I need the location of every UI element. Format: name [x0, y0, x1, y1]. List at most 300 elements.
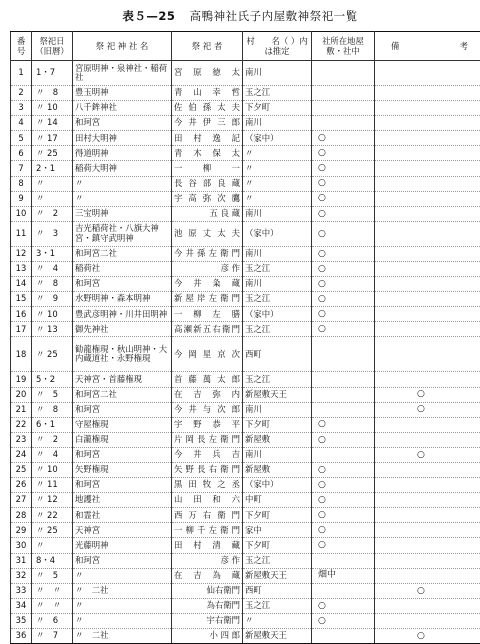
cell-date: 〃 8 — [32, 402, 73, 417]
cell-date: 〃 13 — [32, 322, 73, 337]
table-row — [11, 598, 480, 613]
cell-note — [375, 402, 480, 417]
cell-person: 田 村 逸 記 — [172, 131, 243, 146]
cell-location — [312, 478, 375, 493]
cell-location — [312, 387, 375, 402]
cell-no: 8 — [11, 176, 32, 191]
cell-no: 19 — [11, 372, 32, 387]
cell-shrine: 和珂宮 — [73, 478, 172, 493]
cell-person: 高瀬新五右衛門 — [172, 322, 243, 337]
cell-date: 〃 2 — [32, 206, 73, 221]
location-mark: ○ — [318, 465, 326, 475]
cell-village: 玉之江 — [243, 598, 312, 613]
table-row — [11, 292, 480, 307]
cell-no: 5 — [11, 131, 32, 146]
table-row — [11, 447, 480, 462]
cell-date: 〃 25 — [32, 146, 73, 161]
cell-person: 一 柳 一 — [172, 161, 243, 176]
cell-person: 在 吉 為 蔵 — [172, 568, 243, 583]
cell-person: 矢野長右衛門 — [172, 462, 243, 477]
cell-note — [375, 307, 480, 322]
cell-village: 玉之江 — [243, 86, 312, 101]
cell-village: 新屋敷天王 — [243, 568, 312, 583]
cell-shrine: 勧龍権現・秋山明神・大内蔵道社・永野権現 — [73, 337, 172, 372]
cell-shrine: 地護社 — [73, 493, 172, 508]
table-row — [11, 146, 480, 161]
cell-no: 23 — [11, 432, 32, 447]
cell-location — [312, 402, 375, 417]
cell-note — [375, 116, 480, 131]
cell-no: 21 — [11, 402, 32, 417]
cell-date: 〃 7 — [32, 629, 73, 644]
cell-no: 24 — [11, 447, 32, 462]
table-row — [11, 191, 480, 206]
cell-location — [312, 523, 375, 538]
cell-note — [375, 101, 480, 116]
header-note-right: 考 — [460, 41, 468, 51]
cell-no: 28 — [11, 508, 32, 523]
cell-person: 為右衛門 — [172, 598, 243, 613]
cell-no: 25 — [11, 462, 32, 477]
cell-date: 2・1 — [32, 161, 73, 176]
cell-location — [312, 101, 375, 116]
cell-shrine: 和珂宮二社 — [73, 387, 172, 402]
header-date: 祭祀日（旧暦） — [32, 32, 73, 61]
cell-shrine: 豊武彦明神・川井田明神 — [73, 307, 172, 322]
cell-date: 〃 〃 — [32, 598, 73, 613]
cell-no: 6 — [11, 146, 32, 161]
cell-no: 20 — [11, 387, 32, 402]
table-row — [11, 629, 480, 644]
table-row — [11, 523, 480, 538]
cell-date: 〃 9 — [32, 292, 73, 307]
cell-shrine: 〃 — [73, 176, 172, 191]
cell-village: 〃 — [243, 161, 312, 176]
cell-village: （家中） — [243, 478, 312, 493]
cell-note — [375, 387, 480, 402]
cell-location — [312, 538, 375, 553]
cell-person: 今井孫左衛門 — [172, 246, 243, 261]
cell-village: 南川 — [243, 61, 312, 86]
cell-village: 南川 — [243, 277, 312, 292]
cell-location — [312, 86, 375, 101]
cell-shrine: 白瀧権現 — [73, 432, 172, 447]
cell-shrine: 〃 二社 — [73, 629, 172, 644]
cell-location — [312, 322, 375, 337]
cell-date: 〃 4 — [32, 261, 73, 276]
cell-date: 1・7 — [32, 61, 73, 86]
cell-location — [312, 176, 375, 191]
cell-location — [312, 372, 375, 387]
cell-person: 青 木 保 太 — [172, 146, 243, 161]
cell-location — [312, 161, 375, 176]
cell-village: 家中 — [243, 523, 312, 538]
cell-village: （家中） — [243, 221, 312, 246]
cell-village: 〃 — [243, 191, 312, 206]
location-mark: ○ — [318, 163, 326, 173]
cell-location — [312, 629, 375, 644]
cell-person: 長谷部良蔵 — [172, 176, 243, 191]
table-row — [11, 402, 480, 417]
cell-location — [312, 598, 375, 613]
location-mark: ○ — [318, 294, 326, 304]
cell-shrine: 〃 — [73, 613, 172, 628]
cell-note — [375, 372, 480, 387]
cell-location — [312, 206, 375, 221]
location-mark: ○ — [318, 435, 326, 445]
cell-shrine: 和珂宮 — [73, 116, 172, 131]
cell-date: 〃 — [32, 538, 73, 553]
cell-no: 26 — [11, 478, 32, 493]
location-mark: ○ — [318, 495, 326, 505]
cell-location — [312, 261, 375, 276]
cell-no: 2 — [11, 86, 32, 101]
cell-note — [375, 131, 480, 146]
cell-village: 〃 — [243, 146, 312, 161]
cell-note — [375, 508, 480, 523]
cell-location — [312, 292, 375, 307]
header-row — [11, 32, 480, 61]
cell-person: 黒 田 牧 之 丞 — [172, 478, 243, 493]
cell-no: 35 — [11, 613, 32, 628]
cell-note — [375, 553, 480, 568]
cell-village: （家中） — [243, 131, 312, 146]
cell-note — [375, 629, 480, 644]
cell-person: 一柳千左衛門 — [172, 523, 243, 538]
table-row — [11, 568, 480, 583]
cell-shrine: 稲荷大明神 — [73, 161, 172, 176]
cell-location — [312, 417, 375, 432]
cell-person: 宇高弥次鷹 — [172, 191, 243, 206]
table-row — [11, 387, 480, 402]
cell-note — [375, 61, 480, 86]
cell-note — [375, 322, 480, 337]
table-row — [11, 261, 480, 276]
cell-person: 田 村 清 藏 — [172, 538, 243, 553]
shrine-table — [10, 31, 480, 644]
cell-date: 〃 4 — [32, 447, 73, 462]
cell-person: 一 柳 左 膳 — [172, 307, 243, 322]
cell-person: 仙右衛門 — [172, 583, 243, 598]
table-row — [11, 417, 480, 432]
cell-shrine: 〃 — [73, 191, 172, 206]
cell-village: 南川 — [243, 116, 312, 131]
cell-person: 今 岡 星 京 次 — [172, 337, 243, 372]
cell-shrine: 光藤明神 — [73, 538, 172, 553]
table-row — [11, 307, 480, 322]
location-mark: ○ — [318, 264, 326, 274]
table-row — [11, 246, 480, 261]
cell-shrine: 宮原明神・泉神社・稲荷社 — [73, 61, 172, 86]
cell-no: 22 — [11, 417, 32, 432]
cell-date: 〃 14 — [32, 116, 73, 131]
header-note — [375, 32, 480, 61]
table-number: 表５—25 — [122, 9, 175, 23]
cell-note — [375, 538, 480, 553]
cell-shrine: 豊玉明神 — [73, 86, 172, 101]
cell-person: 今井伊三郎 — [172, 116, 243, 131]
cell-date: 〃 12 — [32, 493, 73, 508]
cell-shrine: 御先神社 — [73, 322, 172, 337]
location-mark: ○ — [318, 616, 326, 626]
cell-note — [375, 447, 480, 462]
cell-shrine: 矢野権現 — [73, 462, 172, 477]
cell-no: 10 — [11, 206, 32, 221]
cell-note — [375, 568, 480, 583]
cell-location — [312, 277, 375, 292]
cell-shrine: 天神宮 — [73, 523, 172, 538]
cell-note — [375, 176, 480, 191]
location-mark: ○ — [318, 324, 326, 334]
cell-village: 〃 — [243, 176, 312, 191]
cell-date: 〃 6 — [32, 613, 73, 628]
cell-note — [375, 86, 480, 101]
location-mark: ○ — [318, 601, 326, 611]
cell-person: 佐伯孫太夫 — [172, 101, 243, 116]
header-note-left: 備 — [391, 41, 399, 51]
cell-person: 今 井 兵 吉 — [172, 447, 243, 462]
cell-date: 5・2 — [32, 372, 73, 387]
cell-location — [312, 337, 375, 372]
cell-shrine: 水野明神・森本明神 — [73, 292, 172, 307]
table-row — [11, 553, 480, 568]
cell-shrine: 得道明神 — [73, 146, 172, 161]
cell-note — [375, 337, 480, 372]
cell-location — [312, 493, 375, 508]
cell-date: 3・1 — [32, 246, 73, 261]
table-row — [11, 478, 480, 493]
cell-no: 17 — [11, 322, 32, 337]
cell-village: 玉之江 — [243, 292, 312, 307]
cell-date: 〃 8 — [32, 86, 73, 101]
cell-shrine: 八千鉾神社 — [73, 101, 172, 116]
location-mark: ○ — [318, 178, 326, 188]
cell-no: 27 — [11, 493, 32, 508]
cell-no: 31 — [11, 553, 32, 568]
cell-no: 18 — [11, 337, 32, 372]
cell-location — [312, 553, 375, 568]
cell-shrine: 〃 — [73, 568, 172, 583]
cell-village: 下夕町 — [243, 101, 312, 116]
cell-note — [375, 583, 480, 598]
cell-person: 宇右衛門 — [172, 613, 243, 628]
cell-person: 小 四 郎 — [172, 629, 243, 644]
location-mark: ○ — [318, 209, 326, 219]
cell-shrine: 和珂宮 — [73, 447, 172, 462]
header-shrine: 祭 祀 神 社 名 — [73, 32, 172, 61]
table-row — [11, 337, 480, 372]
cell-shrine: 三宝明神 — [73, 206, 172, 221]
table-row — [11, 322, 480, 337]
cell-person: 五 良 蔵 — [172, 206, 243, 221]
cell-location — [312, 462, 375, 477]
table-row — [11, 462, 480, 477]
cell-note — [375, 478, 480, 493]
table-row — [11, 101, 480, 116]
location-mark: ○ — [318, 309, 326, 319]
note-mark: ○ — [417, 632, 425, 642]
cell-location — [312, 447, 375, 462]
cell-location — [312, 146, 375, 161]
cell-note — [375, 292, 480, 307]
cell-note — [375, 598, 480, 613]
header-location: 社所在地屋敷・社中 — [312, 32, 375, 61]
cell-shrine: 和珂宮 — [73, 402, 172, 417]
cell-village: 新屋敷天王 — [243, 387, 312, 402]
cell-note — [375, 462, 480, 477]
cell-no: 13 — [11, 261, 32, 276]
cell-no: 9 — [11, 191, 32, 206]
cell-location — [312, 246, 375, 261]
table-row — [11, 61, 480, 86]
table-row — [11, 161, 480, 176]
location-mark: ○ — [318, 480, 326, 490]
cell-location — [312, 307, 375, 322]
header-person: 祭 祀 者 — [172, 32, 243, 61]
cell-date: 〃 5 — [32, 568, 73, 583]
location-mark: ○ — [318, 510, 326, 520]
cell-person: 彦 作 — [172, 553, 243, 568]
location-mark: ○ — [318, 540, 326, 550]
cell-village: 南川 — [243, 246, 312, 261]
cell-person: 山 田 和 六 — [172, 493, 243, 508]
cell-note — [375, 191, 480, 206]
cell-village: 新屋敷 — [243, 462, 312, 477]
location-mark: ○ — [318, 525, 326, 535]
cell-no: 30 — [11, 538, 32, 553]
cell-village: 中町 — [243, 493, 312, 508]
cell-person: 池 原 丈 太 夫 — [172, 221, 243, 246]
cell-no: 33 — [11, 583, 32, 598]
cell-shrine: 稲荷社 — [73, 261, 172, 276]
table-row — [11, 372, 480, 387]
cell-person: 宮 原 徳 太 — [172, 61, 243, 86]
cell-date: 〃 〃 — [32, 583, 73, 598]
table-row — [11, 277, 480, 292]
cell-person: 片岡長左衛門 — [172, 432, 243, 447]
cell-shrine: 守屋権現 — [73, 417, 172, 432]
table-caption: 高鴨神社氏子内屋敷神祭祀一覧 — [190, 9, 358, 23]
cell-person: 今井与次郎 — [172, 402, 243, 417]
cell-no: 16 — [11, 307, 32, 322]
note-mark: ○ — [417, 587, 425, 597]
cell-village: 下夕町 — [243, 417, 312, 432]
table-row — [11, 432, 480, 447]
cell-location — [312, 583, 375, 598]
cell-no: 3 — [11, 101, 32, 116]
cell-no: 36 — [11, 629, 32, 644]
cell-date: 〃 — [32, 191, 73, 206]
cell-location — [312, 613, 375, 628]
cell-shrine: 〃 — [73, 598, 172, 613]
cell-date: 〃 5 — [32, 387, 73, 402]
cell-shrine: 和珂宮 — [73, 277, 172, 292]
cell-village: 玉之江 — [243, 322, 312, 337]
cell-date: 〃 25 — [32, 337, 73, 372]
location-mark: 畑中 — [318, 570, 336, 580]
cell-date: 〃 3 — [32, 221, 73, 246]
table-row — [11, 508, 480, 523]
cell-note — [375, 146, 480, 161]
cell-village: 下夕町 — [243, 508, 312, 523]
table-row — [11, 613, 480, 628]
cell-village: 西町 — [243, 337, 312, 372]
cell-person: 彦 作 — [172, 261, 243, 276]
table-row — [11, 116, 480, 131]
cell-village: 〃 — [243, 613, 312, 628]
table-row — [11, 206, 480, 221]
cell-note — [375, 432, 480, 447]
cell-location — [312, 432, 375, 447]
cell-shrine: 〃 二社 — [73, 583, 172, 598]
cell-no: 34 — [11, 598, 32, 613]
cell-location — [312, 191, 375, 206]
table-row — [11, 221, 480, 246]
cell-village: （家中） — [243, 307, 312, 322]
cell-no: 29 — [11, 523, 32, 538]
cell-village: 新屋敷 — [243, 432, 312, 447]
cell-shrine: 和珂宮 — [73, 553, 172, 568]
cell-date: 〃 11 — [32, 478, 73, 493]
cell-shrine: 吉光稲荷社・八旗大神宮・鎮守武明神 — [73, 221, 172, 246]
cell-village: 西町 — [243, 583, 312, 598]
cell-location — [312, 116, 375, 131]
location-mark: ○ — [318, 229, 326, 239]
cell-location — [312, 131, 375, 146]
location-mark: ○ — [318, 279, 326, 289]
cell-shrine: 和霊社 — [73, 508, 172, 523]
table-row — [11, 493, 480, 508]
table-title — [0, 8, 480, 24]
cell-note — [375, 523, 480, 538]
cell-date: 〃 8 — [32, 277, 73, 292]
cell-no: 15 — [11, 292, 32, 307]
cell-note — [375, 221, 480, 246]
header-village: 村 名（ ）内は推定 — [243, 32, 312, 61]
cell-no: 32 — [11, 568, 32, 583]
cell-person: 在 吉 弥 内 — [172, 387, 243, 402]
cell-date: 〃 10 — [32, 101, 73, 116]
header-no: 番号 — [11, 32, 32, 61]
cell-date: 〃 17 — [32, 131, 73, 146]
cell-note — [375, 493, 480, 508]
location-mark: ○ — [318, 133, 326, 143]
location-mark: ○ — [318, 419, 326, 429]
cell-village: 玉之江 — [243, 261, 312, 276]
cell-village: 新屋敷天王 — [243, 629, 312, 644]
location-mark: ○ — [318, 193, 326, 203]
cell-date: 〃 2 — [32, 432, 73, 447]
location-mark: ○ — [318, 148, 326, 158]
cell-location — [312, 508, 375, 523]
location-mark: ○ — [318, 249, 326, 259]
cell-note — [375, 613, 480, 628]
table-row — [11, 86, 480, 101]
cell-village: 南川 — [243, 206, 312, 221]
cell-note — [375, 161, 480, 176]
cell-village: 南川 — [243, 402, 312, 417]
cell-shrine: 和珂宮二社 — [73, 246, 172, 261]
cell-location — [312, 221, 375, 246]
cell-village: 南川 — [243, 447, 312, 462]
note-mark: ○ — [417, 451, 425, 461]
cell-note — [375, 261, 480, 276]
cell-person: 今 井 粂 蔵 — [172, 277, 243, 292]
cell-shrine: 田村大明神 — [73, 131, 172, 146]
cell-note — [375, 206, 480, 221]
cell-note — [375, 417, 480, 432]
cell-no: 12 — [11, 246, 32, 261]
